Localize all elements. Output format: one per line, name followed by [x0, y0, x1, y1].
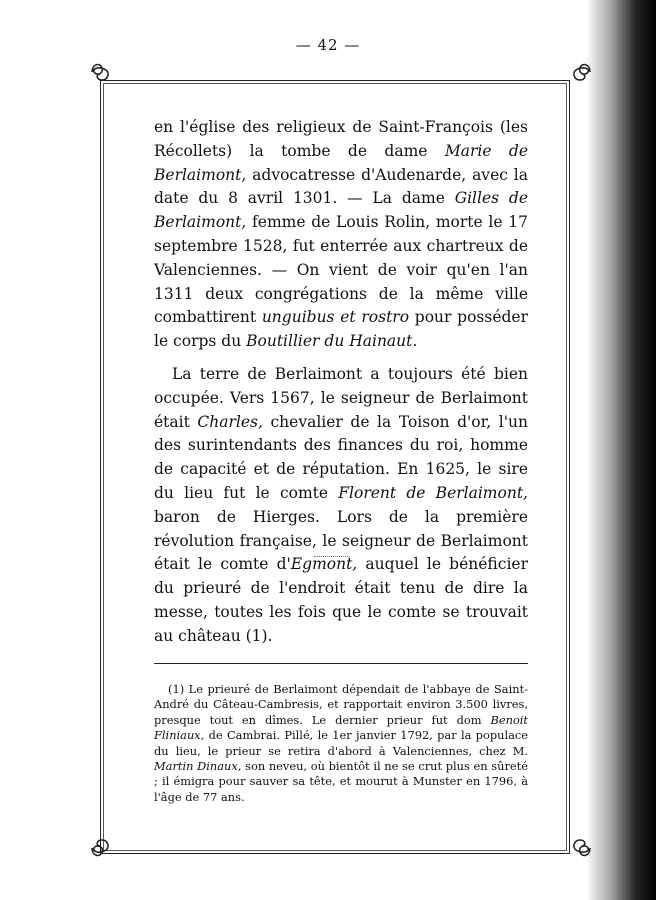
corner-ornament-icon: [86, 58, 114, 86]
paragraph: La terre de Berlaimont a toujours été bien occupée. Vers 1567, le seigneur de Berlaimont était Charles, chevalier de la Toison d'or, l'un des surintendants des finances du roi, homme de capacité et de réputation. En 1625, le sire du lieu fut le comte Florent de Berlaimont, baron de Hierges. Lors de la première révolution française, le seigneur de Berlaimont était le comte d'Egmont, auquel le bénéficier du prieuré de l'endroit était tenu de dire la messe, toutes les fois que le comte se trouvait au château (1).: [154, 364, 528, 645]
section-separator: [314, 556, 350, 558]
italic-name: Egmont,: [290, 555, 358, 574]
italic-latin: unguibus et rostro: [261, 308, 410, 327]
italic-name: Gilles de Berlaimont: [154, 189, 529, 232]
italic-name: Boutillier du Hainaut: [246, 332, 413, 351]
italic-name: Charles,: [197, 412, 263, 431]
corner-ornament-icon: [568, 58, 596, 86]
italic-name: Martin Dinaux,: [154, 759, 242, 774]
italic-name: Florent de Berlaimont,: [338, 483, 528, 502]
scan-shadow-edge: [586, 0, 656, 900]
footnote: [154, 682, 528, 805]
footnote-paragraph: (1) Le prieuré de Berlaimont dépendait de l'abbaye de Saint-André du Câteau-Cambresis, et rapportait environ 3.500 livres, presque tout en dîmes. Le dernier prieur fut dom Benoit Fliniaux, de Cambrai. Pillé, le 1er janvier 1792, par la populace du lieu, le prieur se retira d'abord à Valenciennes, chez M. Martin Dinaux, son neveu, où bientôt il ne se crut plus en sûreté ; il émigra pour sauver sa tête, et mourut à Munster en 1796, à l'âge de 77 ans.: [154, 682, 528, 804]
italic-name: Benoit Fliniaux,: [154, 712, 528, 743]
page-number: — 42 —: [295, 36, 361, 54]
footnote-rule: [154, 663, 528, 664]
paragraph: en l'église des religieux de Saint-François (les Récollets) la tombe de dame Marie de Berlaimont, advocatresse d'Audenarde, avec la date du 8 avril 1301. — La dame Gilles de Berlaimont, femme de Louis Rolin, morte le 17 septembre 1528, fut enterrée aux chartreux de Valenciennes. — On vient de voir qu'en l'an 1311 deux congrégations de la même ville combattirent unguibus et rostro pour posséder le corps du Boutillier du Hainaut.: [154, 118, 529, 351]
italic-name: Marie de Berlaimont: [154, 141, 528, 184]
corner-ornament-icon: [568, 834, 596, 862]
corner-ornament-icon: [86, 834, 114, 862]
body-text: [154, 116, 528, 649]
